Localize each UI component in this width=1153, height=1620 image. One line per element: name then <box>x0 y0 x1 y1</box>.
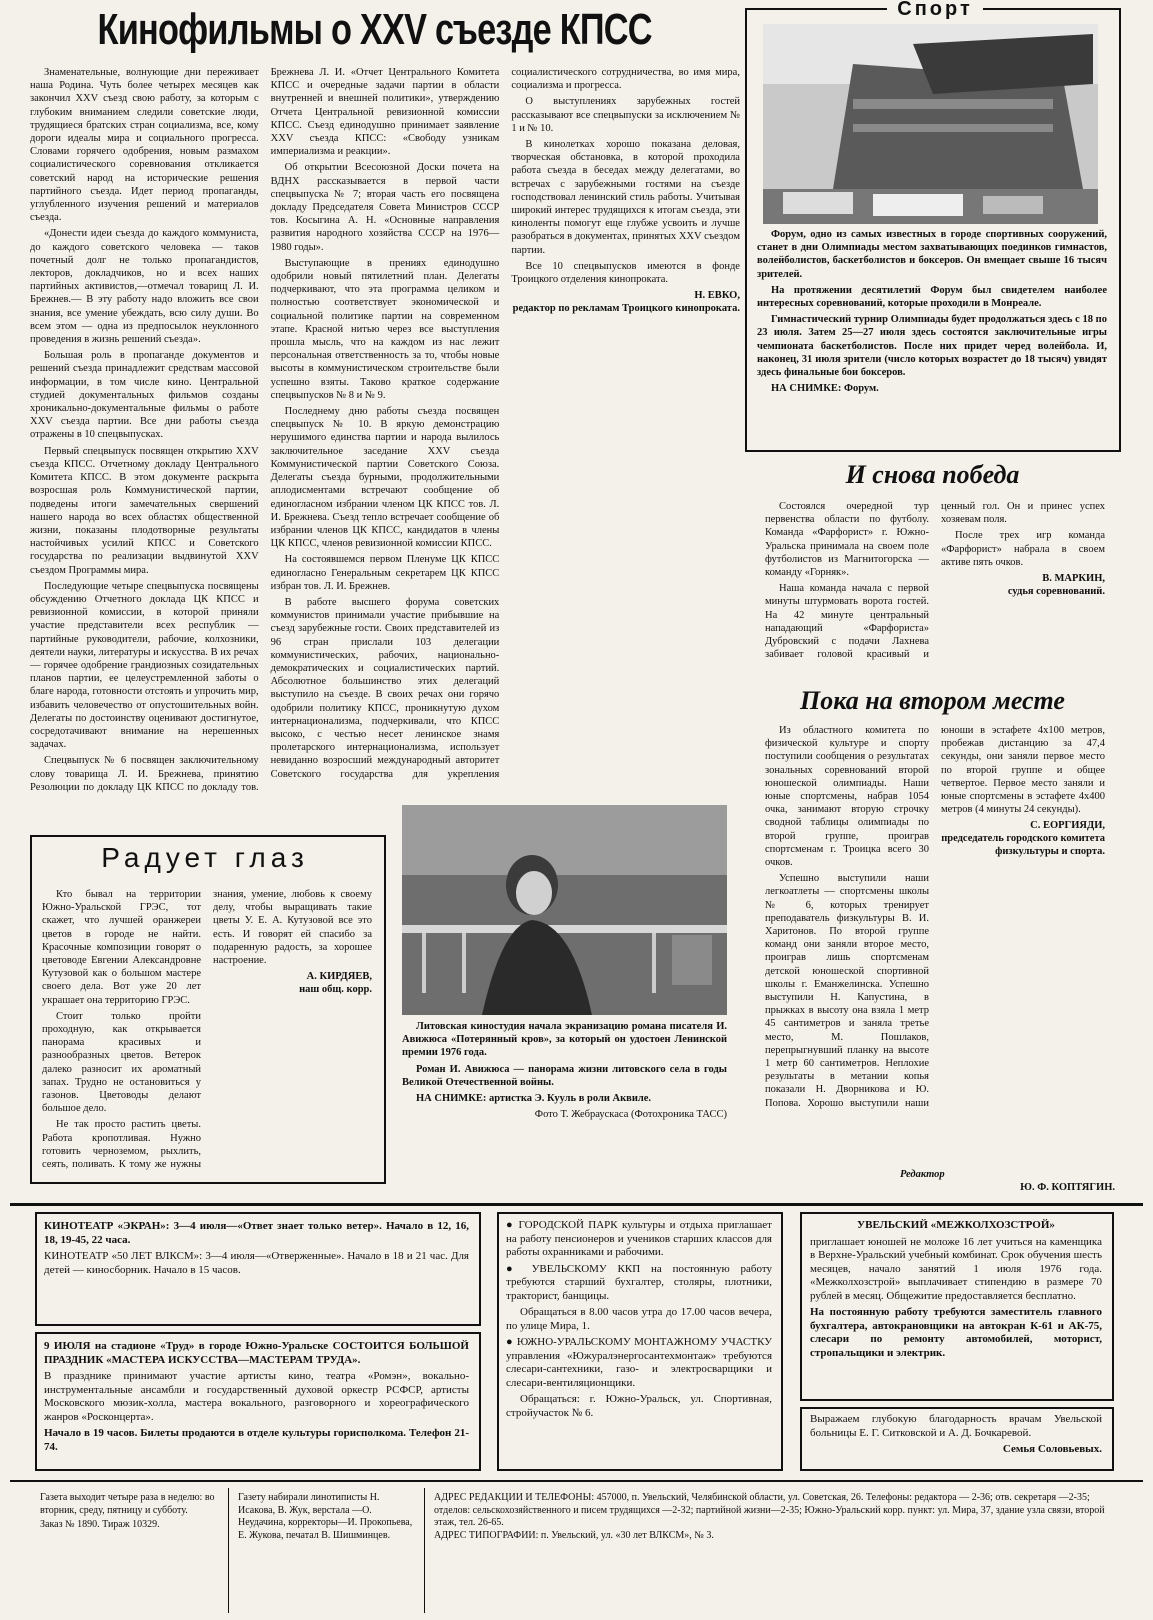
thanks-text: Выражаем глубокую благодарность врачам Увельской больницы Е. Г. Ситковской и А. Д. Бочкаревой. <box>810 1413 1102 1439</box>
second-place-signature-role: председатель городского комитета физкультуры и спорта. <box>941 833 1105 858</box>
flowers-title-wrap <box>40 842 370 882</box>
flowers-paragraph: Не так просто растить цветы. Работа кропотливая. Нужно готовить черноземом, рыхлить, сеять, поливать. К тому же нужны знания, умение, любовь к своему делу, чтобы выращивать такие цветы У. Е. А. Кутузовой все это есть. И говорят ей спасибо за подаренную радость, за хорошее настроение. <box>42 889 372 1171</box>
main-article-paragraph: Последнему дню работы съезда посвящен спецвыпуск № 10. В яркую демонстрацию нерушимого единства партии и народа вылилось заключительное заседание XXV съезда Коммунистической партии Советского Союза. Делегаты съезда бурными, продолжительными аплодисментами встречают сообщение об единогласном избрании членом ЦК КПСС тов. Л. И. Брежнева. Съезд тепло встречает сообщение об избрании членов ЦК КПСС, кандидатов в члены ЦК КПСС, членов ревизионной комиссии КПСС. <box>270 406 500 550</box>
festival-body: В празднике принимают участие артисты кино, театра «Ромэн», вокально-инструментальные ансамбли и государственный духовой оркестр РСФСР, артисты Московского мюзик-холла, мастера вокального, разговорного и хореографического жанров «Росконцерта». <box>44 1370 469 1423</box>
flowers-body <box>42 888 372 1173</box>
forum-photo-image <box>763 24 1098 224</box>
victory-paragraph: После трех игр команда «Фарфорист» набрала в своем активе пять очков. <box>941 530 1105 568</box>
kkp-ad-body: Обращаться в 8.00 часов утра до 17.00 часов вечера, по улице Мира, 1. <box>506 1306 772 1332</box>
footer-print-address: АДРЕС ТИПОГРАФИИ: п. Увельский, ул. «30 лет ВЛКСМ», № 3. <box>434 1529 714 1541</box>
film-caption-paragraph: Литовская киностудия начала экранизацию романа писателя И. Авижюса «Потерянный кров», за который он удостоен Ленинской премии 1976 года. <box>402 1021 727 1059</box>
flowers-signature-name: А. КИРДЯЕВ, <box>306 971 372 983</box>
second-place-body <box>765 724 1105 1119</box>
footer-order: Заказ № 1890. Тираж 10329. <box>40 1519 160 1530</box>
mezhkolhoz-extra: На постоянную работу требуются заместитель главного бухгалтера, автокрановщики на автокран К-61 и АК-75, слесари по ремонту автомобилей, моторист, стропальщики и электрик. <box>810 1306 1102 1359</box>
thanks-ad <box>810 1413 1102 1465</box>
main-article-title-wrap <box>20 2 725 62</box>
section-separator <box>10 1203 1143 1206</box>
jobs-ad <box>506 1219 772 1463</box>
main-article-signature-name: Н. ЕВКО, <box>694 290 740 302</box>
forum-photo-label: НА СНИМКЕ: Форум. <box>771 383 879 395</box>
forum-caption <box>757 228 1107 443</box>
cinema-1-text: КИНОТЕАТР «ЭКРАН»: 3—4 июля—«Ответ знает только ветер». Начало в 12, 16, 18, 19-45, 22 часа. <box>44 1220 469 1246</box>
forum-caption-paragraph: На протяжении десятилетий Форум был свидетелем наиболее интересных соревнований, которые проходили в Монреале. <box>757 284 1107 310</box>
festival-head: 9 ИЮЛЯ на стадионе «Труд» в городе Южно-Уральске СОСТОИТСЯ БОЛЬШОЙ ПРАЗДНИК «МАСТЕРА ИСКУССТВА—МАСТЕРАМ ТРУДА». <box>44 1340 469 1366</box>
second-place-title: Пока на втором месте <box>800 686 1065 715</box>
footer-staff: Газету набирали линотиписты Н. Исакова, В. Жук, верстала —О. Неудачина, корректоры—И. Прокопьева, Е. Жукова, печатал В. Шишминцев. <box>238 1492 413 1541</box>
main-article-paragraph: В работе высшего форума советских коммунистов принимали участие прибывшие на съезд зарубежные гости. Своих представителей из 96 стран прислали 103 делегации коммунистических, рабочих, национально-демократических и социалистических партий. Абсолютное большинство этих делегаций выступило на съезде. В своих речах они горячо одобрили политику КПСС, проникнутую духом интернационализма, подчеркивали, что КПСС высоко, с честью несет ленинское знамя пролетарского интернационализма, использует невиданно возросший международный авторитет Советского государства для укрепления социалистического сотрудничества, во имя мира, социализма и прогресса. <box>270 67 740 780</box>
forum-caption-paragraph: Форум, одно из самых известных в городе спортивных сооружений, станет в дни Олимпиады местом захватывающих поединков гимнастов, волейболистов, баскетболистов и боксеров. Он вмещает свыше 16 тысяч зрителей. <box>757 229 1107 280</box>
kkp-ad-head: УВЕЛЬСКОМУ ККП на постоянную работу требуются старший бухгалтер, столяры, плотники, тракторист, банщицы. <box>506 1262 772 1302</box>
festival-ad <box>44 1340 469 1465</box>
flowers-paragraph: Кто бывал на территории Южно-Уральской ГРЭС, тот скажет, что лучшей оранжереи цветов в городе не найти. Красочные композиции говорят о цветоводе Евгении Александровне Кутузовой как о большом мастере своего дела. Вот уже 20 лет украшает она территорию ГРЭС. <box>42 889 201 1006</box>
victory-paragraph: Наша команда начала с первой минуты штурмовать ворота гостей. На 42 минуте центральный нападающий «Фарфориста» Дубровский с подачи Лахнева забивает головой красивый и ценный гол. Он и принес успех хозяевам поля. <box>765 501 1105 661</box>
victory-paragraph: Состоялся очередной тур первенства области по футболу. Команда «Фарфорист» г. Южно-Уральска принимала на своем поле футболистов из Магнитогорска — команду «Горняк». <box>765 501 929 579</box>
main-article-paragraph: «Донести идеи съезда до каждого коммуниста, до каждого советского человека — таков почетный долг не только пропагандистов, лекторов, докладчиков, но и всех наших партийных активистов,—отмечал товарищ Л. И. Брежнев.— В эту работу надо вложить все свои знания, все умение убеждать, всю силу души. Во всем этом — одна из предпосылок неуклонного проведения в жизнь решений съезда». <box>30 228 259 346</box>
film-caption <box>402 1020 727 1165</box>
main-article-paragraph: Первый спецвыпуск посвящен открытию XXV съезда КПСС. Отчетному докладу Центрального Комитета КПСС. В этом документе раскрыта возросшая роль Коммунистической партии, подведены итоги замечательных свершений нашего народа во всех областях общественной жизни, показаны плодотворные результаты настойчивых усилий КПСС и Советского государства по реализации выдвинутой XXV съездом Программы мира. <box>30 445 259 576</box>
main-article-paragraph: На состоявшемся первом Пленуме ЦК КПСС единогласно Генеральным секретарем ЦК КПСС избран тов. Л. И. Брежнев. <box>270 554 500 592</box>
main-article-paragraph: Все 10 спецвыпусков имеются в фонде Троицкого отделения кинопроката. <box>511 260 740 286</box>
park-ad-text: ГОРОДСКОЙ ПАРК культуры и отдыха приглашает на работу пенсионеров и учеников старших классов для работы охранниками и рабочими. <box>506 1219 772 1258</box>
main-article-paragraph: Об открытии Всесоюзной Доски почета на ВДНХ рассказывается в первой части спецвыпуска № 7; вторая часть его посвящена докладу Председателя Совета Министров СССР тов. Косыгина А. Н. «Основные направления развития народного хозяйства СССР на 1976—1980 годы». <box>270 162 500 253</box>
mezhkolhoz-ad <box>810 1219 1102 1394</box>
film-photo-image <box>402 805 727 1015</box>
flowers-signature-role: наш общ. корр. <box>299 984 372 996</box>
cinema-ad <box>44 1220 469 1318</box>
film-caption-paragraph: Роман И. Авижюса — панорама жизни литовского села в годы Великой Отечественной войны. <box>402 1063 727 1088</box>
main-article-paragraph: Знаменательные, волнующие дни переживает наша Родина. Чуть более четырех месяцев как закончил XXV съезд свою работу, за которым с глубоким вниманием следили советские люди, трудящиеся братских стран социализма, все, кому дороги идеалы мира и социального прогресса. Словами горячего одобрения, новым размахом социалистического соревнования откликается советский народ на исторические решения партийного съезда. Идет период пропаганды, углубленного изучения решений и материалов съезда. <box>30 67 259 224</box>
flowers-paragraph: Стоит только пройти проходную, как открывается панорама красивых и разнообразных цветов. Ветерок далеко разносит их ароматный запах. Трудно не остановиться у газонов. Цветоводы делают большое дело. <box>42 1010 201 1115</box>
editor-block <box>900 1168 1115 1200</box>
second-place-paragraph: Успешно выступили наши легкоатлеты — спортсмены школы № 6, которых тренирует преподаватель физкультуры В. И. Харитонов. По второй группе команд они заняли второе место, проиграв лишь спортсменам детской юношеской спортивной школы г. Еманжелинска. Успешно выступили Н. Капустина, в прыжках в высоту она взяла 1 метр 45 сантиметров и заняла третье место, М. Пошлаков, перепрыгнувший планку на высоте 1 метр 60 сантиметров. Неплохие результаты в метании копья показали Н. Дворникова и Ю. Попова. Хорошо выступили наши юноши в эстафете 4х100 метров, пробежав дистанцию за 47,4 секунды, они заняли первое место по второй группе и общее четвертое. Первое место заняли и юные спортсмены в эстафете 4х400 метров (4 минуты 24 секунды). <box>765 725 1105 1109</box>
footer-address-block <box>434 1492 1114 1612</box>
footer-schedule: Газета выходит четыре раза в неделю: во вторник, среду, пятницу и субботу. <box>40 1492 215 1516</box>
main-article-paragraph: Выступающие в прениях единодушно одобрили новый пятилетний план. Делегаты подчеркивают, что эта программа целиком и полностью соответствует экономической и социальной политике партии на современном этапе. Красной нитью через все выступления прошла мысль, что на каждом из нас лежит персональная ответственность за то, чтобы новые высоты в коммунистическом строительстве были успешно взяты. Таково краткое содержание спецвыпусков № 8 и № 9. <box>270 257 500 401</box>
main-article-paragraph: В кинолетках хорошо показана деловая, творческая обстановка, в которой проходила работа съезда в беседах между делегатами, во встречах с зарубежными гостями на съезде господствовал ленинский стиль работы. Учитывая широкий интерес трудящихся к итогам съезда, эти киноленты помогут еще глубже усвоить и лучше разобраться в документах, принятых XXV съездом партии. <box>511 139 740 256</box>
cinema-2-text: КИНОТЕАТР «50 ЛЕТ ВЛКСМ»: 3—4 июля—«Отверженные». Начало в 18 и 21 час. Для детей — киносборник. Начало в 15 часов. <box>44 1250 469 1276</box>
festival-time: Начало в 19 часов. Билеты продаются в отделе культуры горисполкома. Телефон 21-74. <box>44 1427 469 1453</box>
bullet-icon: ● <box>506 1262 521 1275</box>
sports-label-wrap <box>870 0 1000 22</box>
editor-label: Редактор <box>900 1169 945 1180</box>
montage-ad-body: Обращаться: г. Южно-Уральск, ул. Спортивная, стройучасток № 6. <box>506 1393 772 1419</box>
editor-name: Ю. Ф. КОПТЯГИН. <box>1020 1182 1115 1193</box>
bullet-icon: ● <box>506 1336 514 1348</box>
mezhkolhoz-body: приглашает юношей не моложе 16 лет учиться на каменщика в Верхне-Уральский учебный комбинат. Срок обучения шесть месяцев, начало занятий 1 июля 1976 года. «Межколхозстрой» выплачивает стипендию в размере 70 рублей в месяц. Общежитие предоставляется бесплатно. <box>810 1235 1102 1302</box>
forum-photo <box>763 24 1098 224</box>
footer-schedule-block <box>40 1492 220 1612</box>
main-article-paragraph: Спецвыпуск № 6 посвящен заключительному слову товарища Л. И. Брежнева, принятию Резолюции по докладу ЦК КПСС по докладу тов. Брежнева Л. И. «Отчет Центрального Комитета КПСС и очередные задачи партии в области внутренней и внешней политики», утверждению Отчета Центральной ревизионной комиссии КПСС. Съезд единодушно принимает заявление XXV съезда КПСС: «Свободу узникам империализма и реакции». <box>30 67 500 793</box>
victory-title-wrap <box>760 460 1105 494</box>
victory-signature-name: В. МАРКИН, <box>1042 573 1105 585</box>
mezhkolhoz-head: УВЕЛЬСКИЙ «МЕЖКОЛХОЗСТРОЙ» <box>857 1219 1055 1231</box>
park-ad <box>506 1219 772 1260</box>
main-article-paragraph: О выступлениях зарубежных гостей рассказывают все спецвыпуски за исключением № 1 и № 10. <box>511 96 740 134</box>
footer-separator <box>10 1480 1143 1482</box>
sports-label: Спорт <box>887 0 983 20</box>
main-article-title: Кинофильмы о XXV съезде КПСС <box>97 5 652 54</box>
victory-signature-role: судья соревнований. <box>1007 586 1105 598</box>
main-article-signature-role: редактор по рекламам Троицкого кинопроката. <box>512 303 740 315</box>
second-place-signature-name: С. ЕОРГИЯДИ, <box>1030 820 1105 832</box>
victory-body <box>765 500 1105 680</box>
thanks-sign: Семья Соловьевых. <box>1002 1443 1102 1455</box>
montage-ad-head: ЮЖНО-УРАЛЬСКОМУ МОНТАЖНОМУ УЧАСТКУ управления «Южуралэнергосантехмонтаж» требуются слесари-сантехники, газо- и электросварщики и слесари-вентиляционщики. <box>506 1336 772 1389</box>
kkp-ad <box>506 1263 772 1304</box>
film-photo-credit: Фото Т. Жебраускаса (Фотохроника ТАСС) <box>534 1109 727 1121</box>
footer-divider <box>228 1488 229 1613</box>
main-article-body <box>30 66 740 806</box>
flowers-title: Радует глаз <box>101 842 309 873</box>
film-caption-paragraph: НА СНИМКЕ: артистка Э. Кууль в роли Аквиле. <box>416 1093 652 1105</box>
forum-caption-paragraph: Гимнастический турнир Олимпиады будет продолжаться здесь с 18 по 23 июля. Затем 25—27 июля здесь состоятся заключительные игры чемпионата баскетболистов. После них придет черед волейбола. И, наконец, 31 июля зрители (число которых возрастет до 18 тысяч) увидят здесь финальные бои боксеров. <box>757 314 1107 379</box>
bullet-icon: ● <box>506 1219 515 1231</box>
film-photo <box>402 805 727 1015</box>
main-article-paragraph: Последующие четыре спецвыпуска посвящены обсуждению Отчетного доклада ЦК КПСС и ревизионной комиссии, в которой приняли участие представители всех республик — партийные руководители, рабочие, колхозники, деятели науки, литературы и искусства. В их речах — горячее одобрение грандиозных созидательных планов партии, ее целеустремленной заботы о благе народа, готовности отстоять и упрочить мир, избавить человечество от опустошительных войн. Делегаты по достоинству оценивают достигнутое, сосредотачивают внимание на нерешенных задачах. <box>30 580 259 751</box>
footer-divider <box>424 1488 425 1613</box>
montage-ad <box>506 1336 772 1390</box>
second-place-title-wrap <box>760 686 1105 720</box>
second-place-paragraph: Из областного комитета по физической культуре и спорту поступили сообщения о результатах зональных соревнований второй юношеской олимпиады. Наши юные спортсмены, набрав 1054 очка, занимают вторую строчку сводной таблицы олимпиады по второй группе, проиграв спортсменам г. Троицка всего 30 очков. <box>765 725 929 869</box>
main-article-paragraph: Большая роль в пропаганде документов и решений съезда принадлежит средствам массовой информации, в том числе кино. Центральной студией документальных фильмов созданы хроникально-документальные фильмы о работе XXV съезда партии. Все дни работы съезда отражены в 10 спецвыпусках. <box>30 350 259 441</box>
footer-address: АДРЕС РЕДАКЦИИ И ТЕЛЕФОНЫ: 457000, п. Увельский, Челябинской области, ул. Советская, 26. Телефоны: редактора — 2-36; отв. секретаря —2-35; отделов: сельскохозяйственного и писем трудящихся —2-32; партийной жизни—2-35; Южно-Уральский корр. пункт: ул. Мира, 37, здание узла связи, второй этаж, тел. 26-65. <box>434 1492 1105 1528</box>
victory-title: И снова победа <box>845 460 1020 489</box>
